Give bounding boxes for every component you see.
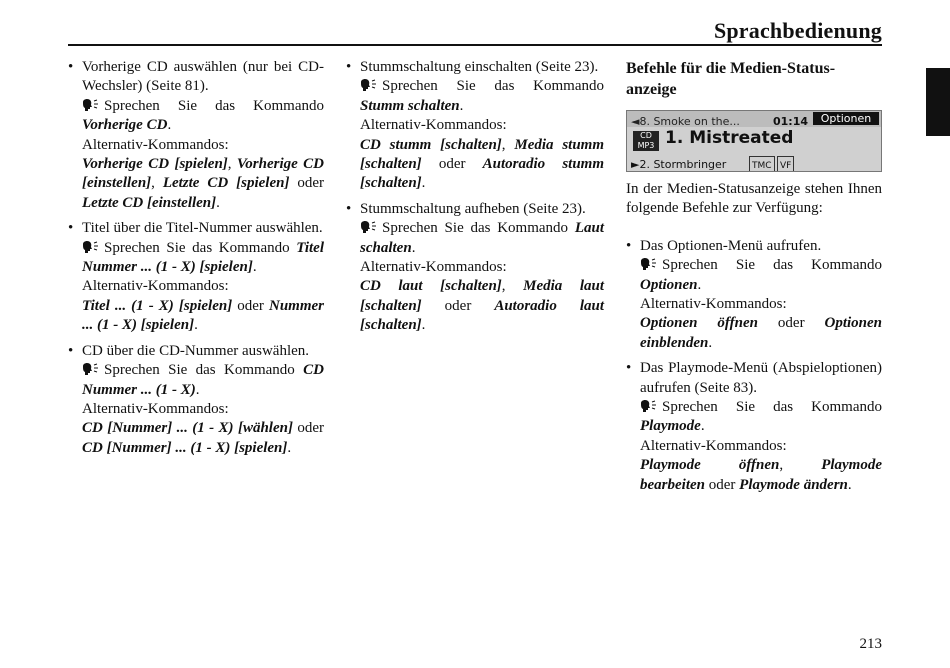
- item-intro: • Stummschaltung einschalten (Seite 23).: [360, 59, 599, 75]
- say-label: Sprechen Sie das Kommando: [382, 78, 604, 95]
- alternatives-label: Alternativ-Kommandos:: [640, 296, 787, 313]
- list-item: [68, 219, 324, 335]
- command: Laut schalten: [360, 220, 604, 256]
- speech-icon: [82, 98, 102, 112]
- separator: .: [216, 194, 220, 211]
- alternatives-label: Alternativ-Kommandos:: [82, 278, 229, 295]
- page-number: 213: [859, 636, 882, 652]
- alt-command: Vorherige CD [spielen]: [82, 156, 228, 173]
- item-intro: • Das Optionen-Menü aufrufen.: [640, 237, 822, 254]
- punct: .: [252, 259, 257, 276]
- alternatives-label: Alternativ-Kommandos:: [360, 117, 507, 134]
- say-label: Sprechen Sie das Kommando: [104, 97, 324, 114]
- column-3: [626, 58, 882, 501]
- say-label: Sprechen Sie das Kommando: [382, 220, 569, 237]
- separator: ,: [501, 136, 515, 153]
- separator: ,: [151, 175, 163, 192]
- say-label: Sprechen Sie das Kommando: [662, 399, 882, 416]
- list-item: [346, 58, 604, 194]
- cd-mp3-icon: CD MP3: [633, 131, 659, 151]
- alt-command: CD stumm [schalten]: [360, 136, 502, 153]
- punct: .: [697, 276, 702, 293]
- alt-command: CD laut [schalten]: [360, 278, 502, 295]
- separator: .: [287, 439, 292, 456]
- alt-command: Media laut [schalten]: [360, 278, 605, 314]
- speech-icon: [640, 399, 660, 413]
- alt-command: Playmode ändern: [739, 476, 848, 493]
- alt-command: Optionen öffnen: [640, 315, 758, 332]
- previous-track: ◄8. Smoke on the...: [631, 115, 740, 128]
- say-label: Sprechen Sie das Kommando: [104, 362, 295, 379]
- punct: .: [411, 239, 416, 256]
- command: Optionen: [640, 276, 698, 293]
- alternatives: [640, 314, 882, 353]
- alternatives: [360, 277, 604, 335]
- separator: .: [847, 476, 852, 493]
- header-rule: [68, 44, 882, 46]
- separator: oder: [758, 315, 825, 332]
- command-line: [82, 361, 324, 400]
- item-intro: • CD über die CD-Nummer auswählen.: [82, 342, 310, 359]
- item-intro: • Vorherige CD auswählen (nur bei CD-Wechsler) (Seite 81).: [82, 59, 324, 95]
- command-line: [360, 77, 604, 116]
- alt-command: Letzte CD [spielen]: [162, 175, 290, 192]
- separator: ,: [779, 457, 822, 474]
- alternatives: [82, 297, 324, 336]
- alt-command: Autoradio laut [schalten]: [360, 297, 604, 334]
- tmc-indicator: TMC: [749, 156, 775, 172]
- media-status-screen: [626, 110, 882, 172]
- command-line: [82, 97, 324, 136]
- speech-icon: [82, 362, 102, 376]
- alternatives-label: Alternativ-Kommandos:: [82, 400, 229, 417]
- separator: .: [421, 317, 426, 334]
- command: Stumm schalten: [360, 97, 460, 114]
- separator: ,: [501, 278, 524, 295]
- separator: oder: [421, 297, 495, 314]
- speech-icon: [360, 220, 380, 234]
- alt-command: Playmode öffnen: [640, 457, 780, 474]
- page-title: Sprachbedienung: [713, 18, 882, 43]
- separator: oder: [705, 476, 740, 493]
- command: CD Nummer ... (1 - X): [82, 362, 324, 398]
- speech-icon: [82, 240, 102, 254]
- command-line: [360, 219, 604, 258]
- alternatives: [360, 136, 604, 194]
- list-item: [68, 342, 324, 458]
- say-label: Sprechen Sie das Kommando: [104, 239, 290, 256]
- command-line: [82, 239, 324, 278]
- command-line: [640, 398, 882, 437]
- column-2: [346, 58, 604, 342]
- separator: .: [708, 334, 713, 351]
- alternatives-label: Alternativ-Kommandos:: [640, 437, 787, 454]
- alternatives: [640, 456, 882, 495]
- alt-command: CD [Nummer] ... (1 - X) [wählen]: [82, 420, 293, 437]
- list-item: [346, 200, 604, 336]
- column-1: [68, 58, 324, 464]
- separator: .: [194, 317, 198, 334]
- vf-indicator: VF: [777, 156, 794, 172]
- item-intro: • Das Playmode-Menü (Abspieloptionen) aufrufen (Seite 83).: [640, 360, 882, 396]
- separator: ,: [227, 156, 237, 173]
- command: Titel Nummer ... (1 - X) [spielen]: [82, 239, 324, 276]
- alternatives-label: Alternativ-Kommandos:: [82, 136, 229, 153]
- list-item: [626, 359, 882, 495]
- section-intro: In der Medien-Statusanzeige stehen Ihnen folgende Befehle zur Verfügung:: [626, 181, 882, 217]
- speech-icon: [640, 257, 660, 271]
- item-intro: • Stummschaltung aufheben (Seite 23).: [360, 200, 586, 217]
- list-item: [626, 237, 882, 353]
- next-track: ►2. Stormbringer: [631, 158, 727, 171]
- current-track: 1. Mistreated: [665, 128, 794, 148]
- playback-time: 01:14: [773, 115, 809, 128]
- alt-command: Autoradio stumm [schalten]: [360, 156, 604, 192]
- chapter-tab-marker: [926, 68, 950, 136]
- say-label: Sprechen Sie das Kommando: [662, 257, 882, 274]
- alt-command: Letzte CD [einstellen]: [82, 194, 217, 211]
- speech-icon: [360, 78, 380, 92]
- alt-command: Optionen einblenden: [640, 315, 883, 351]
- separator: oder: [232, 297, 269, 314]
- separator: oder: [421, 156, 483, 173]
- alt-command: Titel ... (1 - X) [spielen]: [82, 297, 233, 314]
- alternatives-label: Alternativ-Kommandos:: [360, 259, 507, 276]
- punct: .: [700, 418, 705, 435]
- list-item: [68, 58, 324, 213]
- alt-command: Playmode bearbeiten: [640, 457, 883, 493]
- command: Vorherige CD: [82, 117, 168, 134]
- command: Playmode: [640, 418, 701, 435]
- alt-command: Vorherige CD [einstellen]: [82, 156, 324, 192]
- alternatives: [82, 155, 324, 213]
- options-button[interactable]: Optionen: [813, 112, 879, 125]
- command-line: [640, 256, 882, 295]
- section-heading: Befehle für die Medien-Status-anzeige: [626, 60, 836, 98]
- separator: oder: [292, 420, 325, 437]
- alt-command: Nummer ... (1 - X) [spielen]: [82, 297, 324, 334]
- alternatives: [82, 419, 324, 458]
- separator: .: [421, 175, 426, 192]
- punct: .: [167, 117, 172, 134]
- alt-command: CD [Nummer] ... (1 - X) [spielen]: [82, 439, 288, 456]
- alt-command: Media stumm [schalten]: [360, 136, 605, 173]
- separator: oder: [289, 175, 324, 192]
- punct: .: [459, 97, 464, 114]
- punct: .: [195, 381, 200, 398]
- item-intro: • Titel über die Titel-Nummer auswählen.: [82, 220, 323, 237]
